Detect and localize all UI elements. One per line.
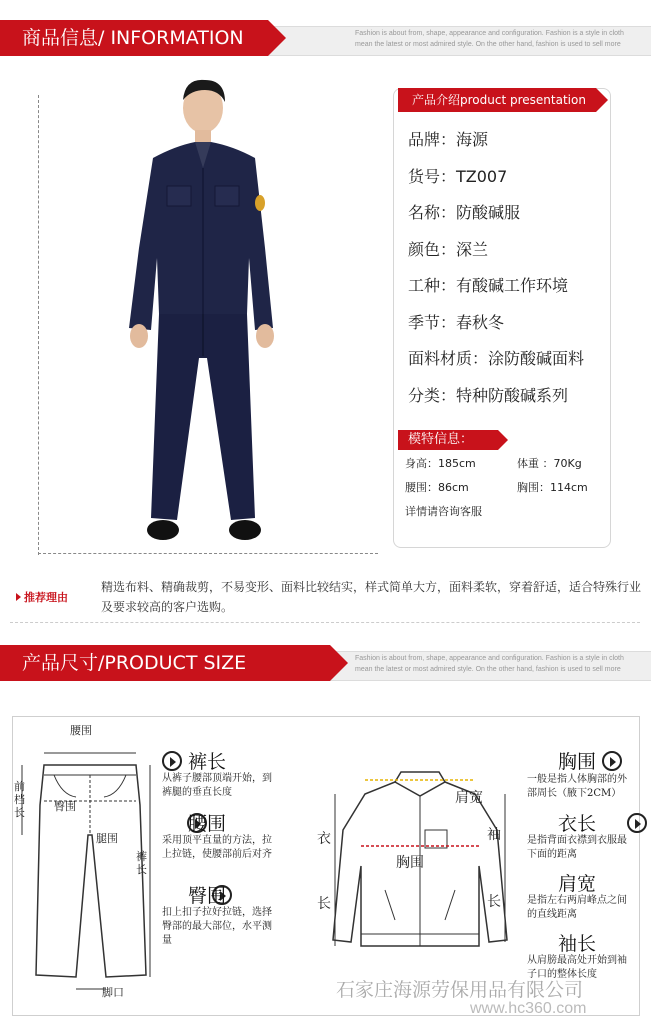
- spec-fabric: 面料材质：涂防酸碱面料: [408, 349, 585, 368]
- contact-service: 详情请咨询客服: [405, 505, 482, 518]
- pants-front-rise-label: 前档长: [14, 780, 25, 819]
- spec-color: 颜色：深兰: [408, 240, 489, 259]
- jacket-diagram: [325, 770, 515, 980]
- model-photo: [115, 78, 295, 550]
- fashion-note-line1: Fashion is about from, shape, appearance and configuration. Fashion is a style in cloth: [355, 655, 624, 662]
- pants-length-desc: 从裤子腰部顶端开始，到裤腿的垂直长度: [162, 773, 272, 798]
- jacket-sleeve-desc: 从肩膀最高处开始到袖子口的整体长度: [527, 955, 627, 980]
- spec-name: 名称：防酸碱服: [408, 203, 521, 222]
- pants-waist-title: 腰围: [188, 813, 227, 835]
- fashion-note-line1: Fashion is about from, shape, appearance and configuration. Fashion is a style in cloth: [355, 30, 624, 37]
- jacket-chest-title: 胸围: [558, 751, 597, 773]
- fashion-note: [355, 653, 647, 675]
- jacket-length-title: 衣长: [558, 813, 597, 835]
- spec-category: 分类：特种防酸碱系列: [408, 386, 569, 405]
- model-chest: 胸围：114cm: [517, 481, 588, 494]
- pants-hip-title: 臀围: [188, 885, 227, 907]
- information-banner: [0, 20, 651, 60]
- pants-length-label: 裤长: [136, 850, 147, 876]
- jacket-chest-label: 胸围: [396, 855, 424, 871]
- company-watermark: 石家庄海源劳保用品有限公司: [336, 979, 584, 1001]
- fashion-note: [355, 28, 647, 50]
- fashion-note-line2: mean the latest or most admired style. On the other hand, fashion is used to sell more: [355, 41, 621, 48]
- spec-season: 季节：春秋冬: [408, 313, 505, 332]
- model-waist: 腰围：86cm: [405, 481, 469, 494]
- jacket-chest-desc: 一般是指人体胸部的外部周长（腋下2CM）: [527, 774, 627, 799]
- jacket-sleeve-label-bottom: 长: [487, 894, 501, 910]
- jacket-shoulder-label: 肩宽: [455, 790, 483, 806]
- photo-dashed-bottom: [38, 553, 378, 554]
- model-info-tag: 模特信息：: [398, 430, 498, 450]
- photo-dashed-left: [38, 95, 39, 555]
- model-weight: 体重 ：70Kg: [517, 457, 582, 470]
- pants-length-title: 裤长: [188, 751, 227, 773]
- pants-hip-label: 臀围: [54, 800, 76, 813]
- play-icon: [627, 813, 647, 833]
- jacket-shoulder-title: 肩宽: [558, 873, 597, 895]
- pants-hip-desc: 扣上扣子拉好拉链，选择臀部的最大部位，水平测量: [162, 907, 272, 946]
- product-presentation-tag: 产品介绍product presentation: [398, 88, 596, 112]
- pants-waist-label: 腰围: [70, 724, 92, 737]
- reason-divider: [10, 622, 640, 623]
- fashion-note-line2: mean the latest or most admired style. On the other hand, fashion is used to sell more: [355, 666, 621, 673]
- product-size-banner: [0, 645, 651, 685]
- jacket-sleeve-title: 袖长: [558, 933, 597, 955]
- product-size-title: 产品尺寸/PRODUCT SIZE: [0, 645, 330, 681]
- spec-work-type: 工种：有酸碱工作环境: [408, 276, 569, 295]
- reason-icon: [16, 593, 21, 601]
- pants-waist-desc: 采用顶平直量的方法，拉上拉链，使腰部前后对齐: [162, 835, 272, 860]
- play-icon: [162, 751, 182, 771]
- site-watermark: www.hc360.com: [470, 1000, 587, 1017]
- spec-brand: 品牌：海源: [408, 130, 489, 149]
- jacket-shoulder-desc: 是指左右两肩峰点之间的直线距离: [527, 895, 627, 920]
- pants-hem-label: 脚口: [102, 986, 124, 999]
- jacket-length-desc: 是指背面衣襟到衣服最下面的距离: [527, 835, 627, 860]
- recommend-reason-label: 推荐理由: [24, 591, 68, 604]
- jacket-length-label-top: 衣: [317, 831, 331, 847]
- pants-thigh-label: 腿围: [96, 832, 118, 845]
- model-height: 身高：185cm: [405, 457, 476, 470]
- spec-item-number: 货号：TZ007: [408, 167, 508, 186]
- play-icon: [602, 751, 622, 771]
- information-title: 商品信息/ INFORMATION: [0, 20, 268, 56]
- jacket-sleeve-label-top: 袖: [487, 827, 501, 843]
- jacket-length-label-bottom: 长: [317, 896, 331, 912]
- recommend-reason-text: 精选布料、精确裁剪，不易变形、面料比较结实，样式简单大方，面料柔软，穿着舒适，适合特殊行业及要求较高的客户选购。: [101, 580, 642, 614]
